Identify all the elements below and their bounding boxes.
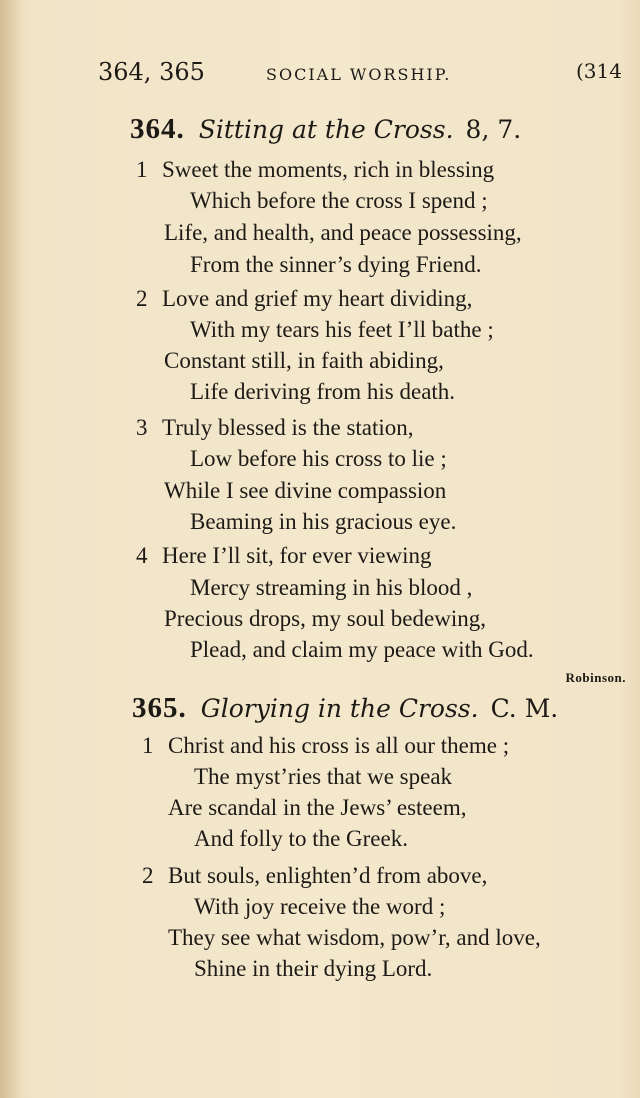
verse-line: Christ and his cross is all our theme ;	[168, 733, 510, 758]
verse-line: Love and grief my heart dividing,	[162, 286, 473, 311]
verse-line: And folly to the Greek.	[194, 826, 408, 851]
verse-number: 4	[136, 543, 148, 568]
page-number: (314	[576, 59, 622, 83]
verse-line: From the sinner’s dying Friend.	[190, 252, 482, 277]
verse-line: But souls, enlighten’d from above,	[168, 863, 488, 888]
hymn-title: Sitting at the Cross.	[198, 115, 454, 144]
verse-line: Beaming in his gracious eye.	[190, 509, 457, 534]
verse-number: 1	[142, 733, 154, 758]
hymn-author: Robinson.	[565, 670, 626, 685]
page-gutter-shadow	[0, 0, 22, 1098]
verse-line: Life deriving from his death.	[190, 379, 456, 404]
verse-line: Here I’ll sit, for ever viewing	[162, 543, 432, 568]
hymn-meter: C. M.	[490, 694, 559, 723]
verse-line: Constant still, in faith abiding,	[164, 348, 444, 373]
verse-line: Low before his cross to lie ;	[190, 446, 447, 471]
running-header	[0, 58, 640, 92]
verse-number: 3	[136, 415, 148, 440]
verse-line: Are scandal in the Jews’ esteem,	[168, 795, 467, 820]
verse-number: 2	[136, 286, 148, 311]
verse-line: Precious drops, my soul bedewing,	[164, 606, 486, 631]
hymn-title: Glorying in the Cross.	[200, 694, 479, 723]
hymn-number: 365.	[132, 692, 187, 724]
hymn-number: 364.	[130, 113, 185, 145]
verse-line: Which before the cross I spend ;	[190, 188, 488, 213]
hymn-meter: 8, 7.	[465, 115, 522, 144]
header-title: SOCIAL WORSHIP.	[266, 65, 452, 84]
hymn-365-heading	[132, 692, 558, 725]
verse-line: Sweet the moments, rich in blessing	[162, 157, 495, 182]
verse-line: They see what wisdom, pow’r, and love,	[168, 925, 541, 950]
verse-line: Plead, and claim my peace with God.	[190, 637, 534, 662]
verse-line: Life, and health, and peace possessing,	[164, 220, 522, 245]
header-hymn-numbers: 364, 365	[98, 58, 205, 86]
verse-line: While I see divine compassion	[164, 478, 447, 503]
verse-line: With joy receive the word ;	[194, 894, 446, 919]
verse-line: Truly blessed is the station,	[162, 415, 414, 440]
verse-number: 1	[136, 157, 148, 182]
verse-number: 2	[142, 863, 154, 888]
hymn-364-heading	[130, 113, 521, 146]
verse-line: With my tears his feet I’ll bathe ;	[190, 317, 494, 342]
verse-line: Shine in their dying Lord.	[194, 956, 433, 981]
verse-line: Mercy streaming in his blood ,	[190, 575, 473, 600]
verse-line: The myst’ries that we speak	[194, 764, 453, 789]
